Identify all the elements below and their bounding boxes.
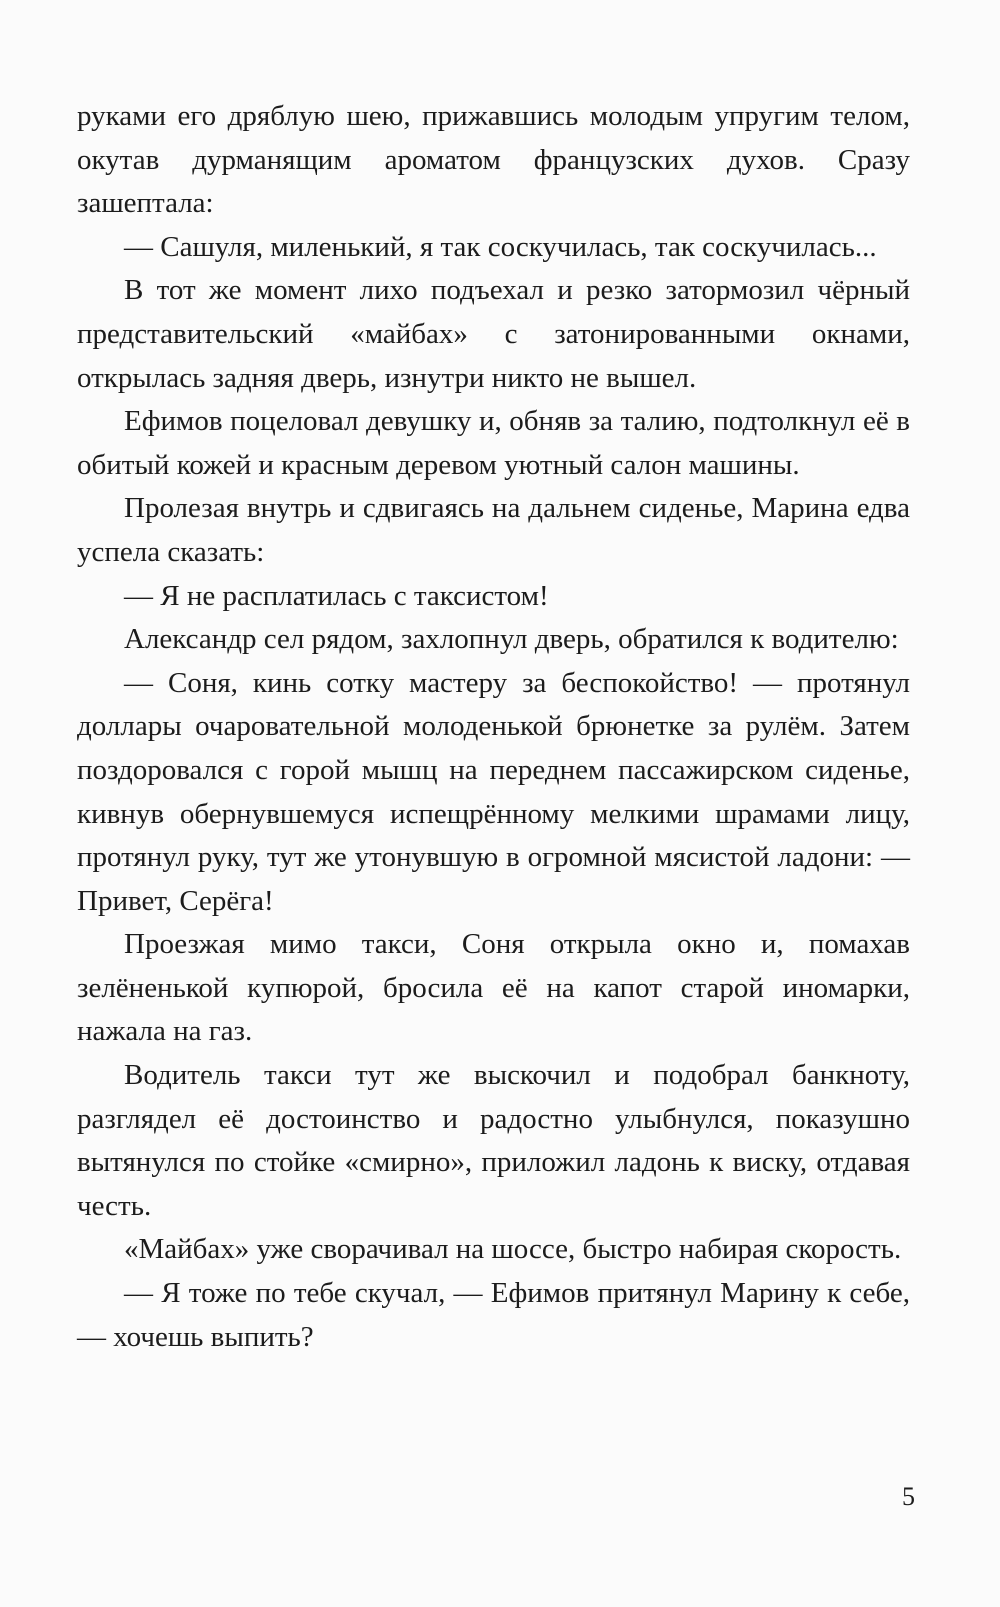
paragraph: Водитель такси тут же выскочил и подобрал банкноту, разглядел её достоинство и радостно улыбнулся, показушно вытянулся по стойке «смирно», приложил ладонь к виску, отдавая честь. — [77, 1059, 910, 1222]
paragraph-dialogue: — Я не расплатилась с таксистом! — [124, 579, 549, 612]
body-text — [77, 95, 910, 1359]
paragraph-dialogue: — Сашуля, миленький, я так соскучилась, так соскучилась... — [124, 230, 877, 263]
paragraph: Пролезая внутрь и сдвигаясь на дальнем сиденье, Марина едва успела сказать: — [77, 492, 910, 568]
paragraph: Александр сел рядом, захлопнул дверь, обратился к водителю: — [124, 623, 899, 656]
paragraph: В тот же момент лихо подъехал и резко затормозил чёрный представительский «майбах» с затонированными окнами, открылась задняя дверь, изнутри никто не вышел. — [77, 274, 910, 394]
page-number: 5 — [902, 1482, 915, 1511]
paragraph-dialogue: — Соня, кинь сотку мастеру за беспокойство! — протянул доллары очаровательной молоденькой брюнетке за рулём. Затем поздоровался с горой мышц на переднем пассажирском сиденье, кивнув обернувшемуся испещрённому мелкими шрамами лицу, протянул руку, тут же утонувшую в огромной мясистой ладони: — Привет, Серёга! — [77, 666, 910, 917]
paragraph-continuation: руками его дряблую шею, прижавшись молодым упругим телом, окутав дурманящим ароматом французских духов. Сразу зашептала: — [77, 100, 910, 220]
paragraph-dialogue: — Я тоже по тебе скучал, — Ефимов притянул Марину к себе, — хочешь выпить? — [77, 1277, 910, 1353]
paragraph: Проезжая мимо такси, Соня открыла окно и, помахав зелёненькой купюрой, бросила её на капот старой иномарки, нажала на газ. — [77, 928, 910, 1048]
paragraph: «Майбах» уже сворачивал на шоссе, быстро набирая скорость. — [124, 1233, 902, 1266]
paragraph: Ефимов поцеловал девушку и, обняв за талию, подтолкнул её в обитый кожей и красным деревом уютный салон машины. — [77, 405, 910, 481]
